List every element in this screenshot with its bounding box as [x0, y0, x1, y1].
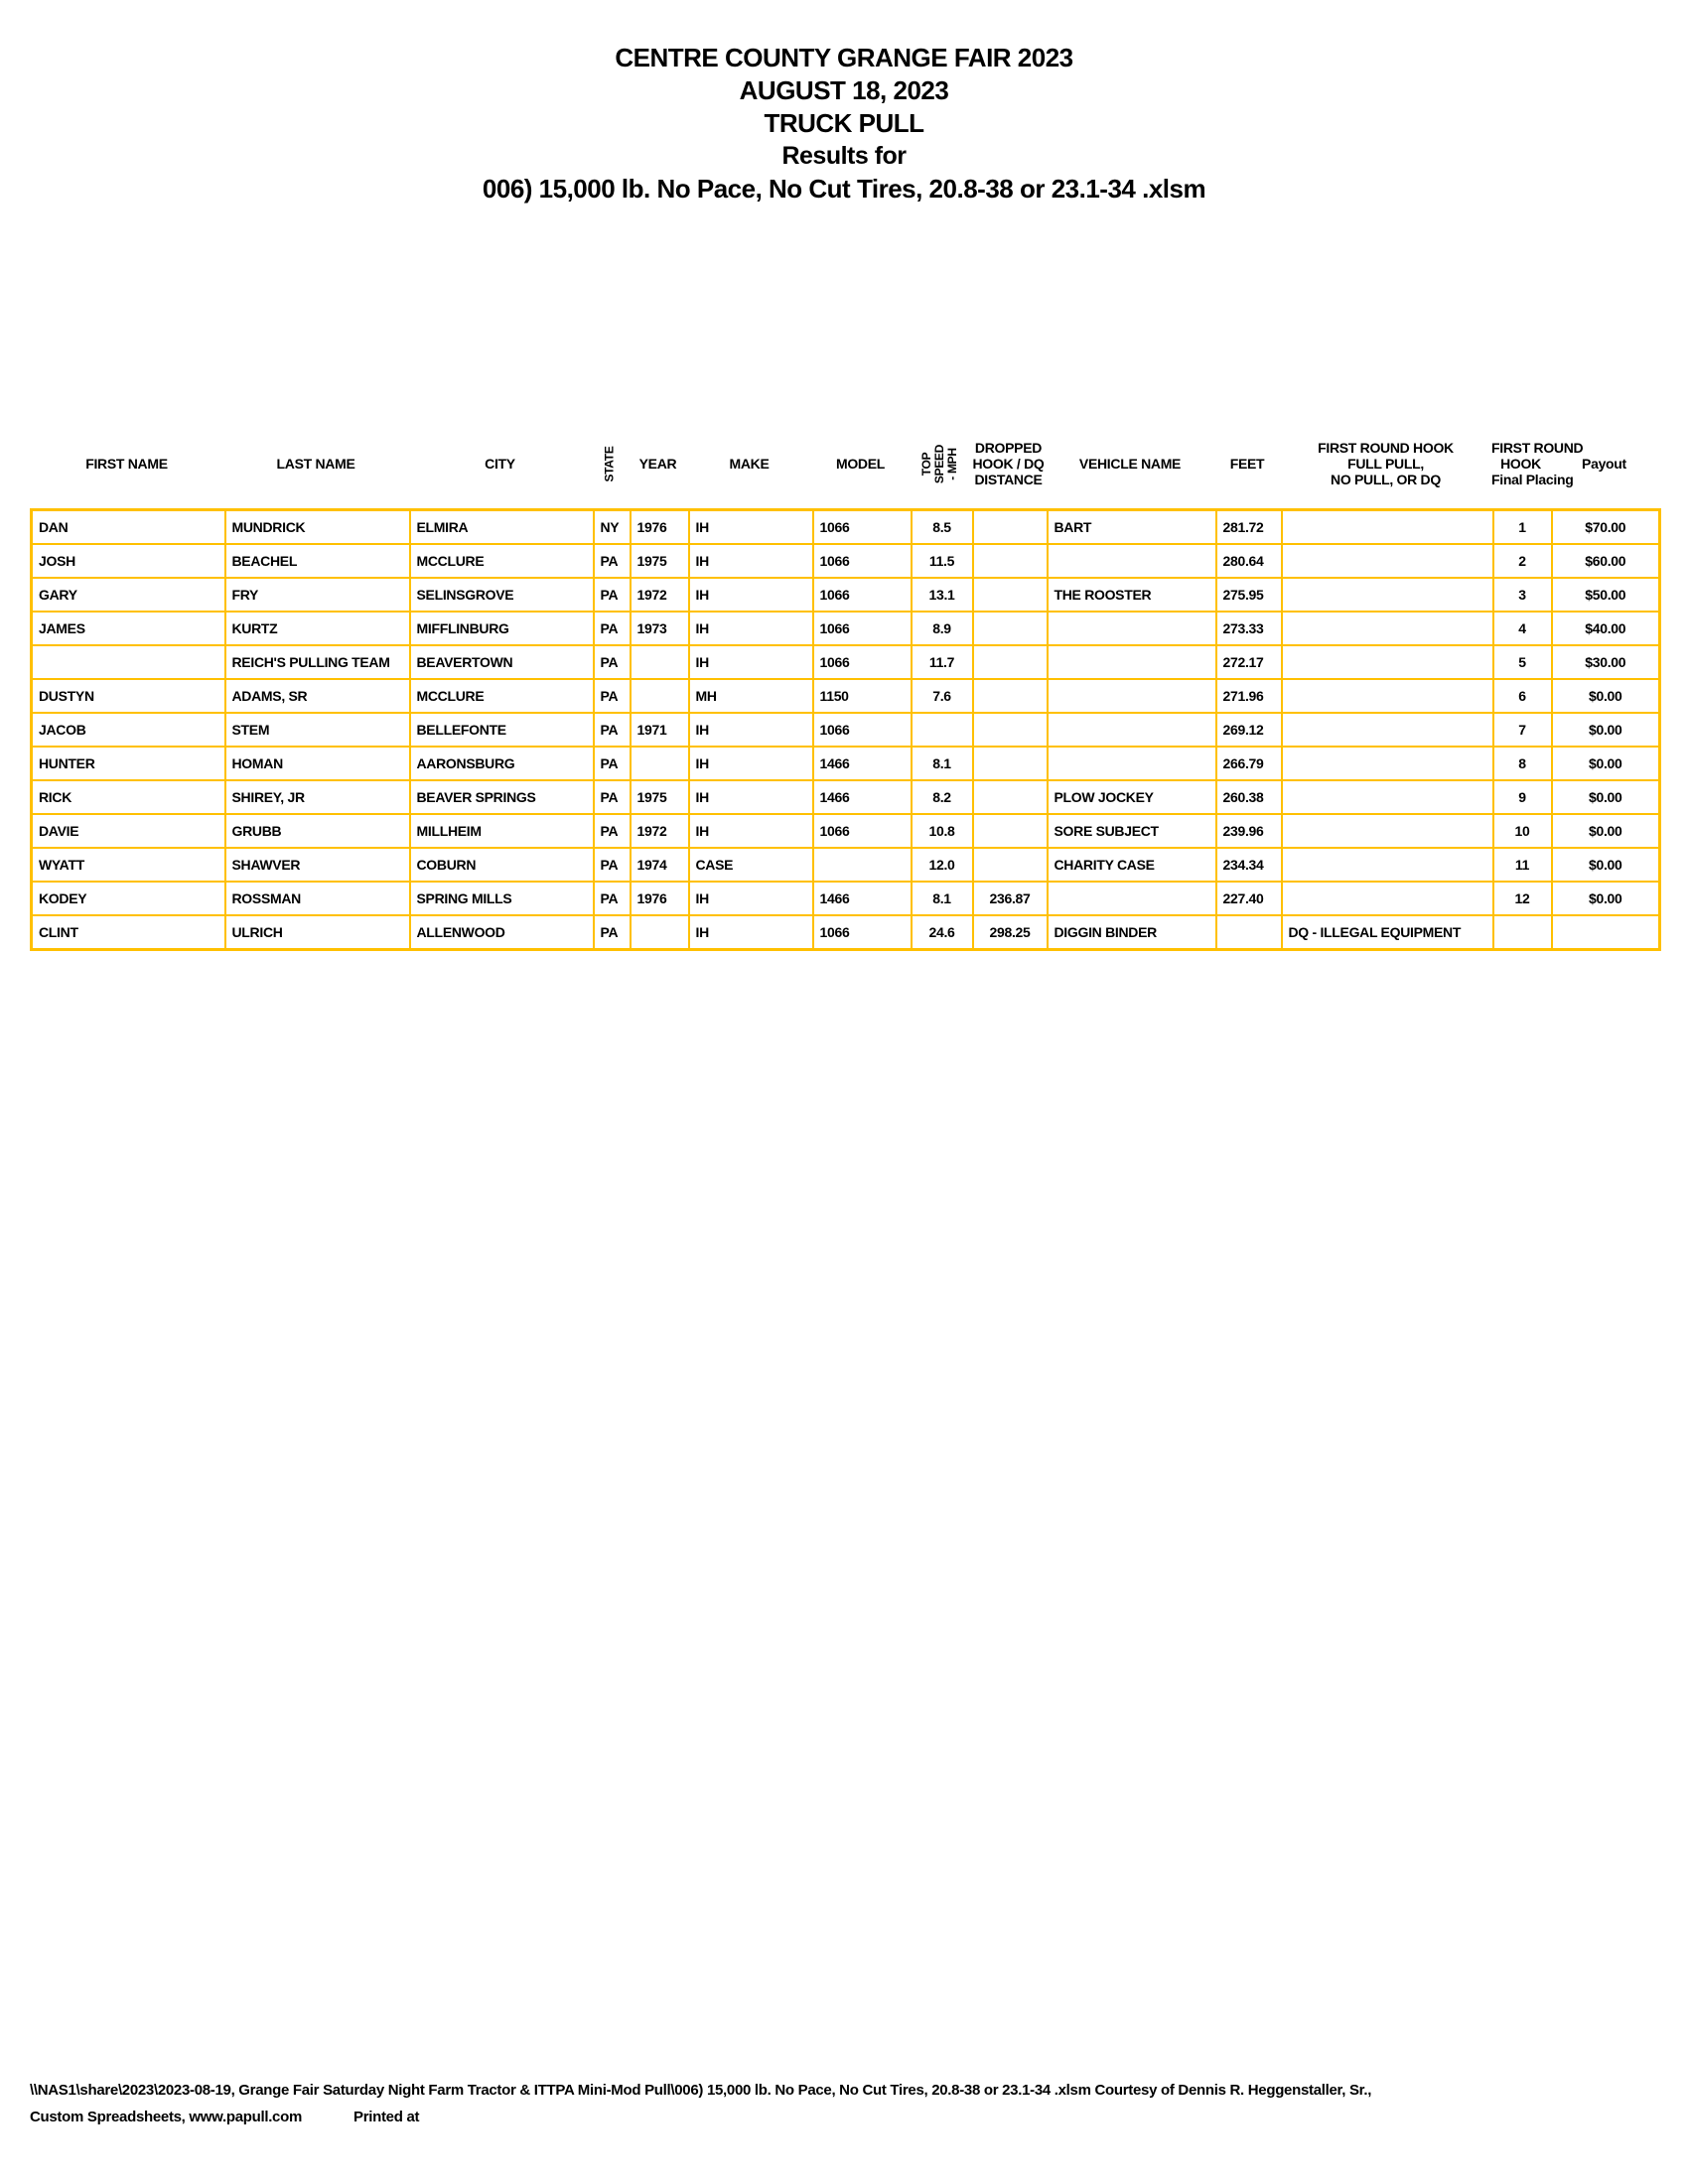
cell-city: SPRING MILLS — [410, 882, 594, 915]
cell-vehicle-name: BART — [1048, 510, 1216, 545]
table-row — [32, 747, 1660, 780]
cell-top-speed: 11.7 — [912, 645, 973, 679]
cell-model: 1066 — [813, 612, 912, 645]
cell-payout: $0.00 — [1552, 780, 1660, 814]
cell-last-name: GRUBB — [225, 814, 410, 848]
cell-top-speed: 11.5 — [912, 544, 973, 578]
table-row — [32, 679, 1660, 713]
cell-year: 1976 — [631, 882, 689, 915]
cell-state: PA — [594, 747, 631, 780]
cell-placing: 10 — [1493, 814, 1552, 848]
cell-city: ALLENWOOD — [410, 915, 594, 950]
cell-first-name: DUSTYN — [32, 679, 225, 713]
cell-dropped — [973, 747, 1048, 780]
footer-credit-text: Custom Spreadsheets, www.papull.com — [30, 2109, 303, 2125]
cell-payout: $40.00 — [1552, 612, 1660, 645]
cell-model — [813, 848, 912, 882]
cell-year: 1973 — [631, 612, 689, 645]
cell-first-name: WYATT — [32, 848, 225, 882]
results-table — [30, 419, 1658, 951]
cell-top-speed: 8.1 — [912, 882, 973, 915]
cell-first-name: KODEY — [32, 882, 225, 915]
cell-top-speed: 24.6 — [912, 915, 973, 950]
cell-vehicle-name — [1048, 713, 1216, 747]
col-header-last-name: LAST NAME — [276, 456, 355, 472]
results-for-label: Results for — [781, 142, 907, 170]
cell-city: ELMIRA — [410, 510, 594, 545]
cell-first-name: JACOB — [32, 713, 225, 747]
table-row — [32, 510, 1660, 545]
cell-state: PA — [594, 713, 631, 747]
cell-year: 1974 — [631, 848, 689, 882]
cell-vehicle-name: CHARITY CASE — [1048, 848, 1216, 882]
cell-first-name: JOSH — [32, 544, 225, 578]
cell-state: PA — [594, 679, 631, 713]
cell-top-speed: 13.1 — [912, 578, 973, 612]
cell-payout: $30.00 — [1552, 645, 1660, 679]
cell-feet: 260.38 — [1216, 780, 1282, 814]
cell-top-speed: 10.8 — [912, 814, 973, 848]
title-block — [0, 42, 1688, 205]
cell-payout: $0.00 — [1552, 882, 1660, 915]
cell-model: 1066 — [813, 915, 912, 950]
cell-first-name: CLINT — [32, 915, 225, 950]
cell-first-name: JAMES — [32, 612, 225, 645]
cell-make: IH — [689, 510, 813, 545]
table-row — [32, 780, 1660, 814]
table-row — [32, 713, 1660, 747]
cell-payout — [1552, 915, 1660, 950]
col-header-city: CITY — [485, 456, 515, 472]
cell-vehicle-name: THE ROOSTER — [1048, 578, 1216, 612]
cell-dropped — [973, 510, 1048, 545]
cell-state: PA — [594, 612, 631, 645]
top-speed-vertical-label: TOP SPEED - MPH — [919, 444, 960, 483]
cell-first-round — [1282, 510, 1493, 545]
cell-model: 1066 — [813, 510, 912, 545]
cell-first-round — [1282, 780, 1493, 814]
cell-make: IH — [689, 780, 813, 814]
cell-placing: 1 — [1493, 510, 1552, 545]
cell-payout: $0.00 — [1552, 814, 1660, 848]
results-table-body — [30, 508, 1661, 951]
cell-make: IH — [689, 612, 813, 645]
cell-state: PA — [594, 915, 631, 950]
cell-first-round — [1282, 713, 1493, 747]
cell-year: 1971 — [631, 713, 689, 747]
cell-dropped: 298.25 — [973, 915, 1048, 950]
cell-year — [631, 679, 689, 713]
cell-first-round — [1282, 747, 1493, 780]
col-header-feet: FEET — [1229, 456, 1265, 472]
cell-vehicle-name: PLOW JOCKEY — [1048, 780, 1216, 814]
footer-path-text: \\NAS1\share\2023\2023-08-19, Grange Fair Saturday Night Farm Tractor & ITTPA Mini-Mod Pull\006) 15,000 lb. No Pace, No Cut Tires, 20.8-38 or 23.1-34 .xlsm Courtesy of Dennis R. Heggenstaller, Sr., — [30, 2082, 1372, 2099]
cell-payout: $0.00 — [1552, 713, 1660, 747]
cell-vehicle-name — [1048, 679, 1216, 713]
cell-placing: 8 — [1493, 747, 1552, 780]
cell-feet: 266.79 — [1216, 747, 1282, 780]
cell-dropped — [973, 780, 1048, 814]
cell-first-round — [1282, 848, 1493, 882]
cell-first-name: DAN — [32, 510, 225, 545]
cell-dropped — [973, 814, 1048, 848]
cell-model: 1066 — [813, 544, 912, 578]
cell-feet — [1216, 915, 1282, 950]
cell-payout: $60.00 — [1552, 544, 1660, 578]
col-header-first-round-hook: FIRST ROUND HOOK FULL PULL, NO PULL, OR DQ — [1318, 440, 1454, 487]
cell-feet: 234.34 — [1216, 848, 1282, 882]
cell-last-name: SHIREY, JR — [225, 780, 410, 814]
cell-top-speed: 7.6 — [912, 679, 973, 713]
cell-state: NY — [594, 510, 631, 545]
cell-vehicle-name — [1048, 544, 1216, 578]
cell-model: 1066 — [813, 645, 912, 679]
cell-state: PA — [594, 780, 631, 814]
cell-model: 1466 — [813, 882, 912, 915]
cell-first-name: HUNTER — [32, 747, 225, 780]
cell-year: 1972 — [631, 814, 689, 848]
cell-feet: 269.12 — [1216, 713, 1282, 747]
cell-first-round — [1282, 882, 1493, 915]
cell-year — [631, 747, 689, 780]
cell-feet: 273.33 — [1216, 612, 1282, 645]
event-name: TRUCK PULL — [764, 108, 924, 138]
cell-state: PA — [594, 544, 631, 578]
cell-last-name: FRY — [225, 578, 410, 612]
col-header-top-speed — [910, 419, 971, 508]
cell-dropped — [973, 612, 1048, 645]
cell-state: PA — [594, 578, 631, 612]
cell-first-round — [1282, 544, 1493, 578]
cell-last-name: KURTZ — [225, 612, 410, 645]
col-header-vehicle-name: VEHICLE NAME — [1078, 456, 1182, 472]
col-header-model: MODEL — [835, 456, 886, 472]
cell-last-name: ULRICH — [225, 915, 410, 950]
cell-top-speed: 8.5 — [912, 510, 973, 545]
cell-city: SELINSGROVE — [410, 578, 594, 612]
cell-payout: $0.00 — [1552, 679, 1660, 713]
cell-city: MILLHEIM — [410, 814, 594, 848]
cell-year: 1972 — [631, 578, 689, 612]
cell-placing: 7 — [1493, 713, 1552, 747]
cell-placing: 11 — [1493, 848, 1552, 882]
cell-first-name: RICK — [32, 780, 225, 814]
cell-placing: 2 — [1493, 544, 1552, 578]
cell-make: IH — [689, 814, 813, 848]
cell-first-round — [1282, 645, 1493, 679]
cell-make: IH — [689, 578, 813, 612]
cell-city: BEAVERTOWN — [410, 645, 594, 679]
cell-model: 1466 — [813, 780, 912, 814]
col-header-dropped-hook: DROPPED HOOK / DQ DISTANCE — [972, 440, 1045, 487]
cell-make: CASE — [689, 848, 813, 882]
cell-feet: 239.96 — [1216, 814, 1282, 848]
cell-last-name: HOMAN — [225, 747, 410, 780]
cell-feet: 280.64 — [1216, 544, 1282, 578]
state-vertical-label: STATE — [603, 445, 617, 482]
cell-make: MH — [689, 679, 813, 713]
col-header-make: MAKE — [729, 456, 770, 472]
table-row — [32, 578, 1660, 612]
results-table-header — [30, 419, 1658, 508]
col-header-first-name: FIRST NAME — [85, 456, 168, 472]
cell-payout: $0.00 — [1552, 848, 1660, 882]
event-date: AUGUST 18, 2023 — [739, 75, 949, 105]
cell-vehicle-name — [1048, 747, 1216, 780]
cell-last-name: MUNDRICK — [225, 510, 410, 545]
cell-dropped: 236.87 — [973, 882, 1048, 915]
cell-payout: $70.00 — [1552, 510, 1660, 545]
cell-placing: 5 — [1493, 645, 1552, 679]
cell-last-name: ADAMS, SR — [225, 679, 410, 713]
cell-vehicle-name — [1048, 612, 1216, 645]
cell-vehicle-name: DIGGIN BINDER — [1048, 915, 1216, 950]
cell-year — [631, 915, 689, 950]
cell-city: AARONSBURG — [410, 747, 594, 780]
cell-top-speed: 8.1 — [912, 747, 973, 780]
cell-model: 1066 — [813, 814, 912, 848]
cell-last-name: ROSSMAN — [225, 882, 410, 915]
class-title: 006) 15,000 lb. No Pace, No Cut Tires, 20.8-38 or 23.1-34 .xlsm — [482, 174, 1206, 204]
col-header-final-placing: FIRST ROUND HOOK Final Placing — [1491, 440, 1584, 487]
cell-first-round — [1282, 679, 1493, 713]
cell-first-round — [1282, 814, 1493, 848]
cell-make: IH — [689, 544, 813, 578]
cell-city: BEAVER SPRINGS — [410, 780, 594, 814]
cell-year: 1975 — [631, 544, 689, 578]
cell-top-speed — [912, 713, 973, 747]
cell-placing: 4 — [1493, 612, 1552, 645]
cell-last-name: STEM — [225, 713, 410, 747]
cell-feet: 271.96 — [1216, 679, 1282, 713]
cell-dropped — [973, 848, 1048, 882]
cell-top-speed: 12.0 — [912, 848, 973, 882]
cell-feet: 272.17 — [1216, 645, 1282, 679]
cell-city: MCCLURE — [410, 679, 594, 713]
col-header-state — [592, 419, 629, 508]
footer — [30, 2082, 1678, 2125]
table-row — [32, 814, 1660, 848]
cell-city: COBURN — [410, 848, 594, 882]
cell-last-name: REICH'S PULLING TEAM — [225, 645, 410, 679]
cell-state: PA — [594, 882, 631, 915]
cell-make: IH — [689, 645, 813, 679]
cell-placing: 9 — [1493, 780, 1552, 814]
cell-model: 1066 — [813, 713, 912, 747]
cell-make: IH — [689, 713, 813, 747]
cell-top-speed: 8.9 — [912, 612, 973, 645]
cell-year — [631, 645, 689, 679]
cell-vehicle-name — [1048, 882, 1216, 915]
table-row — [32, 882, 1660, 915]
cell-model: 1466 — [813, 747, 912, 780]
cell-dropped — [973, 544, 1048, 578]
cell-model: 1066 — [813, 578, 912, 612]
cell-make: IH — [689, 882, 813, 915]
cell-year: 1976 — [631, 510, 689, 545]
cell-placing: 6 — [1493, 679, 1552, 713]
cell-feet: 281.72 — [1216, 510, 1282, 545]
cell-state: PA — [594, 645, 631, 679]
table-row — [32, 848, 1660, 882]
cell-last-name: BEACHEL — [225, 544, 410, 578]
cell-first-name: GARY — [32, 578, 225, 612]
cell-city: MCCLURE — [410, 544, 594, 578]
cell-feet: 275.95 — [1216, 578, 1282, 612]
cell-payout: $50.00 — [1552, 578, 1660, 612]
cell-make: IH — [689, 747, 813, 780]
cell-dropped — [973, 679, 1048, 713]
cell-dropped — [973, 578, 1048, 612]
cell-first-round — [1282, 612, 1493, 645]
cell-last-name: SHAWVER — [225, 848, 410, 882]
cell-state: PA — [594, 814, 631, 848]
cell-first-round — [1282, 578, 1493, 612]
cell-state: PA — [594, 848, 631, 882]
cell-model: 1150 — [813, 679, 912, 713]
cell-city: MIFFLINBURG — [410, 612, 594, 645]
table-row — [32, 915, 1660, 950]
printed-at-label: Printed at — [353, 2109, 420, 2125]
table-row — [32, 544, 1660, 578]
table-row — [32, 612, 1660, 645]
cell-first-name — [32, 645, 225, 679]
cell-placing: 3 — [1493, 578, 1552, 612]
cell-first-round: DQ - ILLEGAL EQUIPMENT — [1282, 915, 1493, 950]
cell-first-name: DAVIE — [32, 814, 225, 848]
cell-placing: 12 — [1493, 882, 1552, 915]
cell-dropped — [973, 713, 1048, 747]
cell-feet: 227.40 — [1216, 882, 1282, 915]
cell-payout: $0.00 — [1552, 747, 1660, 780]
cell-top-speed: 8.2 — [912, 780, 973, 814]
col-header-year: YEAR — [638, 456, 677, 472]
cell-vehicle-name — [1048, 645, 1216, 679]
col-header-payout: Payout — [1582, 456, 1626, 472]
cell-placing — [1493, 915, 1552, 950]
table-row — [32, 645, 1660, 679]
cell-year: 1975 — [631, 780, 689, 814]
page-title: CENTRE COUNTY GRANGE FAIR 2023 — [615, 43, 1073, 72]
cell-city: BELLEFONTE — [410, 713, 594, 747]
cell-dropped — [973, 645, 1048, 679]
cell-vehicle-name: SORE SUBJECT — [1048, 814, 1216, 848]
cell-make: IH — [689, 915, 813, 950]
